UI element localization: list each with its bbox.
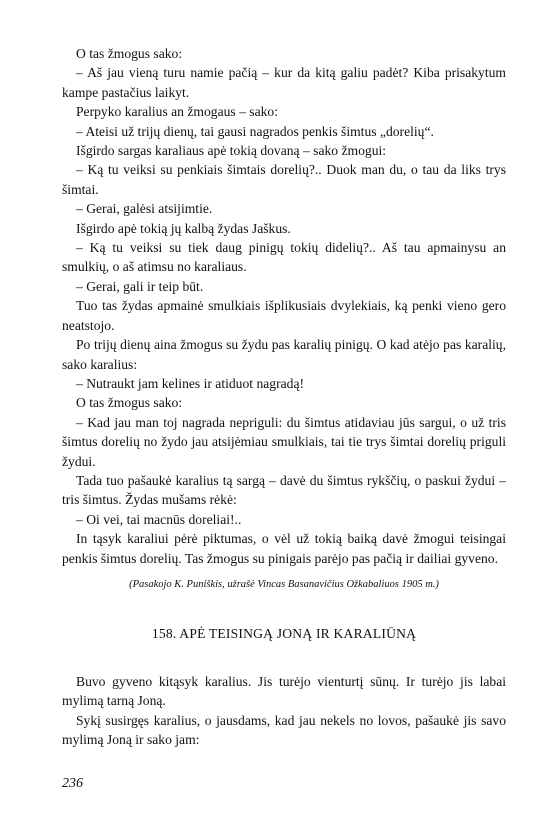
chapter-title: 158. APĖ TEISINGĄ JONĄ IR KARALIŪNĄ [151, 625, 417, 641]
paragraph: O tas žmogus sako: [76, 46, 183, 61]
paragraph: Tuo tas žydas apmainė smulkiais išplikusiais dvylekiais, ką penki vieno gero neatstojo. [62, 298, 506, 333]
paragraph: – Kad jau man toj nagrada nepriguli: du šimtus atidaviau jūs sargui, o už tris šimtus dorelių no žydo jau atsijėmiau smulkiais, tai tie trys šimtai dorelių priguli žydui. [62, 414, 506, 469]
paragraph: Išgirdo sargas karaliaus apė tokią dovaną – sako žmogui: [76, 143, 387, 159]
paragraph: – Gerai, gali ir teip būt. [76, 278, 204, 294]
paragraph: Sykį susirgęs karalius, o jausdams, kad jau nekels no lovos, pašaukė jis savo mylimą Joną ir sako jam: [62, 712, 506, 748]
paragraph: O tas žmogus sako: [76, 395, 183, 411]
paragraph: – Ką tu veiksi su penkiais šimtais dorelių?.. Duok man du, o tau da liks trys šimtai. [62, 162, 506, 197]
paragraph: – Aš jau vieną turu namie pačią – kur da kitą galiu padėt? Kiba prisakytum kampe pastačius laikyt. [62, 65, 506, 100]
page-number: 236 [62, 776, 83, 791]
paragraph: Tada tuo pašaukė karalius tą sargą – davė du šimtus rykščių, o paskui žydui – tris šimtus. Žydas mušams rėkė: [62, 472, 506, 508]
paragraph: – Ką tu veiksi su tiek daug pinigų tokių didelių?.. Aš tau apmainysu an smulkių, o aš atimsu no karaliaus. [62, 240, 506, 275]
paragraph: In tąsyk karaliui pėrė piktumas, o vėl už tokią baiką davė žmogui teisingai penkis šimtus dorelių. Tas žmogus su pinigais parėjo pas pačią ir dailiai gyveno. [62, 531, 506, 566]
paragraph: Po trijų dienų aina žmogus su žydu pas karalių pinigų. O kad atėjo pas karalių, sako karalius: [62, 337, 506, 372]
paragraph: – Gerai, galėsi atsijimtie. [76, 201, 213, 217]
paragraph: Perpyko karalius an žmogaus – sako: [76, 104, 278, 120]
story-continuation [62, 44, 506, 568]
paragraph: – Oi vei, tai macnūs doreliai!.. [76, 511, 242, 527]
paragraph: Buvo gyveno kitąsyk karalius. Jis turėjo vienturtį sūnų. Ir turėjo jis labai mylimą tarną Joną. [62, 673, 506, 709]
source-note: (Pasakojo K. Puniškis, užrašė Vincas Basanavičius Ožkabaliuos 1905 m.) [129, 578, 439, 590]
paragraph: Išgirdo apė tokią jų kalbą žydas Jaškus. [76, 220, 291, 236]
paragraph: – Ateisi už trijų dienų, tai gausi nagrados penkis šimtus „dorelių“. [76, 123, 434, 139]
paragraph: – Nutraukt jam kelines ir atiduot nagradą! [76, 375, 305, 391]
chapter-opening [62, 672, 506, 750]
